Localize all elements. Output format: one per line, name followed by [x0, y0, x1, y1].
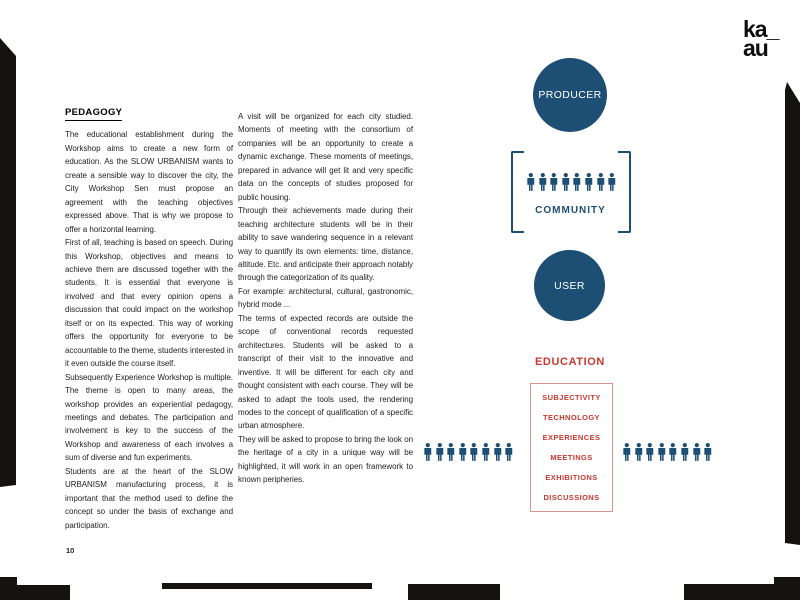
kaau-logo-line1: ka_	[743, 16, 779, 42]
audience-right-row	[622, 436, 713, 468]
person-icon	[446, 436, 456, 468]
kaau-logo	[743, 16, 779, 61]
person-icon	[561, 167, 571, 197]
person-icon	[692, 436, 702, 468]
paragraph: For example: architectural, cultural, gastronomic, hybrid mode ...	[238, 286, 413, 310]
person-icon	[703, 436, 713, 468]
paragraph: The educational establishment during the Workshop aims to create a new form of education. As the SLOW URBANISM wants to create a sensible way to discover the city, the City Workshop Sen must propose an agreement with the teaching objectives expressed above. That is why we propose to offer a horizontal learning.	[65, 130, 233, 234]
education-item: EXPERIENCES	[542, 433, 601, 443]
person-icon	[607, 167, 617, 197]
person-icon	[584, 167, 594, 197]
person-icon	[493, 436, 503, 468]
person-icon	[538, 167, 548, 197]
community-bracket-right-icon	[618, 151, 631, 233]
person-icon	[657, 436, 667, 468]
producer-circle	[533, 58, 607, 132]
community-people-row	[526, 167, 617, 197]
paragraph: The terms of expected records are outside the scope of conventional records requested architectures. Students will be asked to a transcript of their visit to the innovative and inventive. It will be different for each city and thought consistent with each course. They will be asked to adapt the tools used, the rendering modes to the concept of qualification of a specific urban atmosphere.	[238, 313, 413, 431]
section-heading: PEDAGOGY	[65, 106, 233, 121]
user-label: USER	[554, 279, 585, 292]
education-item: EXHIBITIONS	[545, 472, 598, 482]
community-label: COMMUNITY	[535, 205, 606, 216]
education-item: DISCUSSIONS	[543, 492, 600, 502]
person-icon	[572, 167, 582, 197]
user-circle	[534, 250, 605, 321]
education-item: TECHNOLOGY	[543, 413, 600, 423]
person-icon	[622, 436, 632, 468]
person-icon	[596, 167, 606, 197]
person-icon	[634, 436, 644, 468]
left-text-column	[65, 106, 233, 532]
paragraph: First of all, teaching is based on speech. During this Workshop, objectives and means to achieve them are discussed together with the students. It is essential that everyone is involved and that every opinion opens a discussion that could impact on the workshop itself or on its expected. This way of working offers the opportunity for everyone to be accountable to the theme, students interested in it even outside the course itself.	[65, 238, 233, 369]
person-icon	[423, 436, 433, 468]
person-icon	[435, 436, 445, 468]
person-icon	[458, 436, 468, 468]
person-icon	[549, 167, 559, 197]
person-icon	[469, 436, 479, 468]
edge-right	[785, 82, 800, 545]
education-item: MEETINGS	[550, 452, 593, 462]
edge-top-left	[0, 38, 16, 487]
paragraph: Students are at the heart of the SLOW URBANISM manufacturing process, it is important that the method used to define the concept so under the basis of exchange and participation.	[65, 466, 233, 530]
kaau-logo-line2: au	[743, 34, 768, 61]
edge-bottom-center	[408, 584, 500, 600]
education-box	[530, 383, 613, 512]
paragraph: A visit will be organized for each city studied. Moments of meeting with the consortium of companies will be an opportunity to create a dynamic exchange. These moments of meetings, prepared in advance will get lit and very specific data on the concepts of studies proposed for public housing.	[238, 112, 413, 202]
person-icon	[481, 436, 491, 468]
page-number: 10	[66, 546, 75, 555]
person-icon	[668, 436, 678, 468]
edge-bottom-right	[684, 577, 800, 600]
paragraph: Subsequently Experience Workshop is multiple. The theme is open to many areas, the workshop provides an experiential pedagogy, meetings and debates. The participation and involvement is key to the success of the Workshop and awareness of each involves a sum of diverse and fun experiments.	[65, 372, 233, 463]
edge-bottom-bar	[162, 583, 372, 589]
education-label: EDUCATION	[535, 356, 605, 368]
paragraph: They will be asked to propose to bring the look on the heritage of a city in a unique way will be highlighted, it will work in an open framework to known peripheries.	[238, 434, 413, 485]
person-icon	[526, 167, 536, 197]
audience-left-row	[423, 436, 514, 468]
community-bracket-left-icon	[511, 151, 524, 233]
education-item: SUBJECTIVITY	[542, 393, 601, 403]
edge-bottom-left	[0, 577, 70, 600]
person-icon	[645, 436, 655, 468]
person-icon	[680, 436, 690, 468]
middle-text-column	[238, 110, 413, 487]
paragraph: Through their achievements made during their teaching architecture students will be in their ability to save wandering sequence in a relevant way to quantify its own elements: time, distance, altitude. Etc. and anticipate their approach notably through the categorization of its quality.	[238, 206, 413, 283]
person-icon	[504, 436, 514, 468]
producer-label: PRODUCER	[538, 89, 602, 101]
